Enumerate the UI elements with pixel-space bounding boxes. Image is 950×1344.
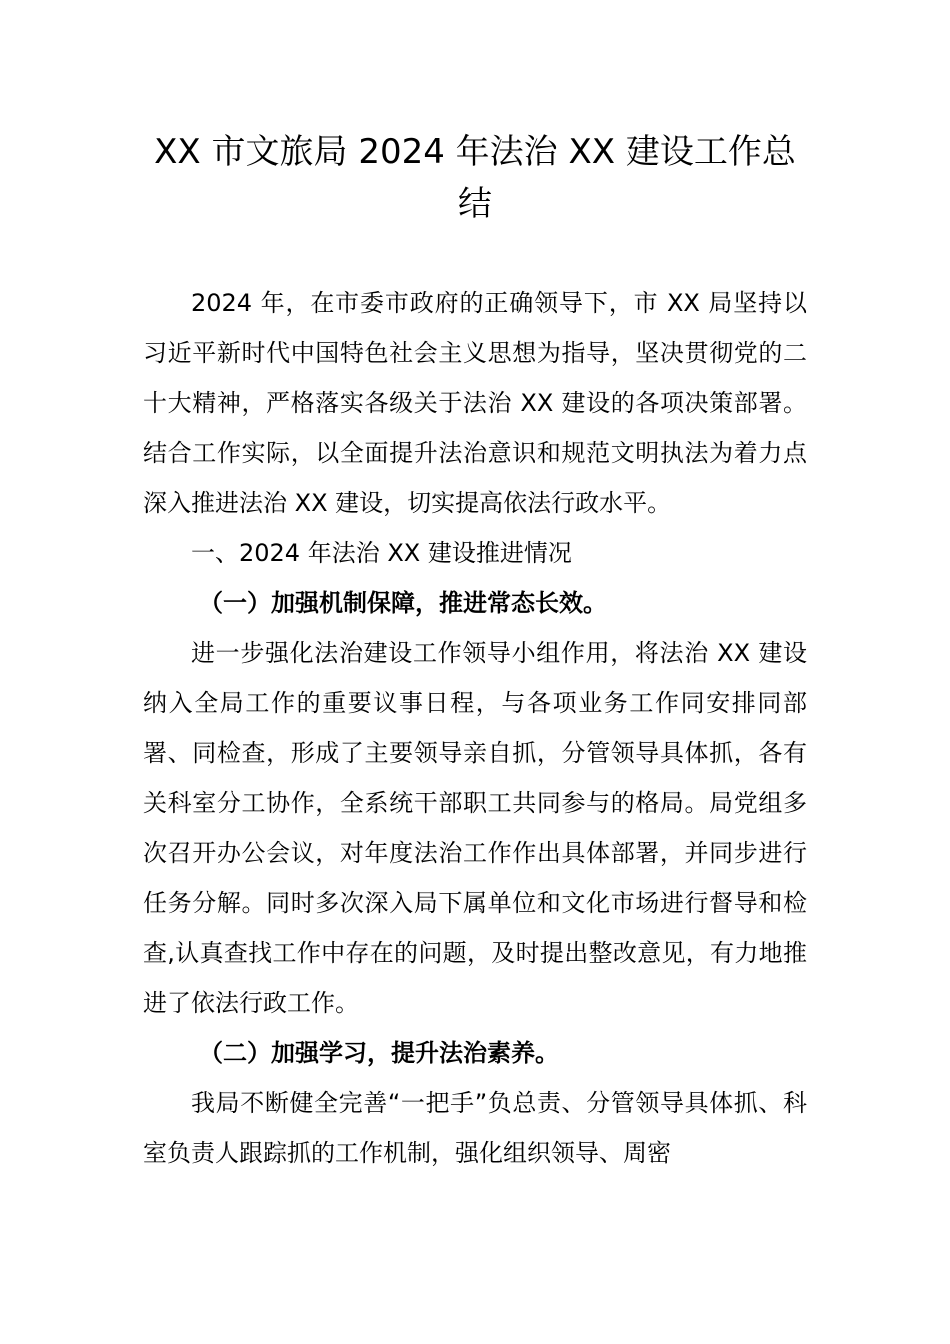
document-title: [143, 126, 807, 230]
document-body: [143, 278, 807, 1178]
subsection-paragraph-2: 我局不断健全完善“一把手”负总责、分管领导具体抓、科室负责人跟踪抓的工作机制，强化组织领导、周密: [143, 1089, 807, 1167]
subsection-heading-2: （二）加强学习，提升法治素养。: [199, 1039, 559, 1067]
subsection-heading-1: （一）加强机制保障，推进常态长效。: [199, 589, 607, 617]
section-heading-1: 一、2024 年法治 XX 建设推进情况: [191, 539, 572, 567]
title-line-1: XX 市文旅局 2024 年法治 XX 建设工作总: [154, 132, 796, 172]
intro-paragraph: 2024 年，在市委市政府的正确领导下，市 XX 局坚持以习近平新时代中国特色社会主义思想为指导，坚决贯彻党的二十大精神，严格落实各级关于法治 XX 建设的各项决策部署。结合工作实际，以全面提升法治意识和规范文明执法为着力点深入推进法治 XX 建设，切实提高依法行政水平。: [143, 289, 807, 517]
subsection-paragraph-1: 进一步强化法治建设工作领导小组作用，将法治 XX 建设纳入全局工作的重要议事日程，与各项业务工作同安排同部署、同检查，形成了主要领导亲自抓，分管领导具体抓，各有关科室分工协作，全系统干部职工共同参与的格局。局党组多次召开办公会议，对年度法治工作作出具体部署，并同步进行任务分解。同时多次深入局下属单位和文化市场进行督导和检查,认真查找工作中存在的问题，及时提出整改意见，有力地推进了依法行政工作。: [143, 639, 807, 1017]
title-line-2: 结: [458, 184, 492, 224]
